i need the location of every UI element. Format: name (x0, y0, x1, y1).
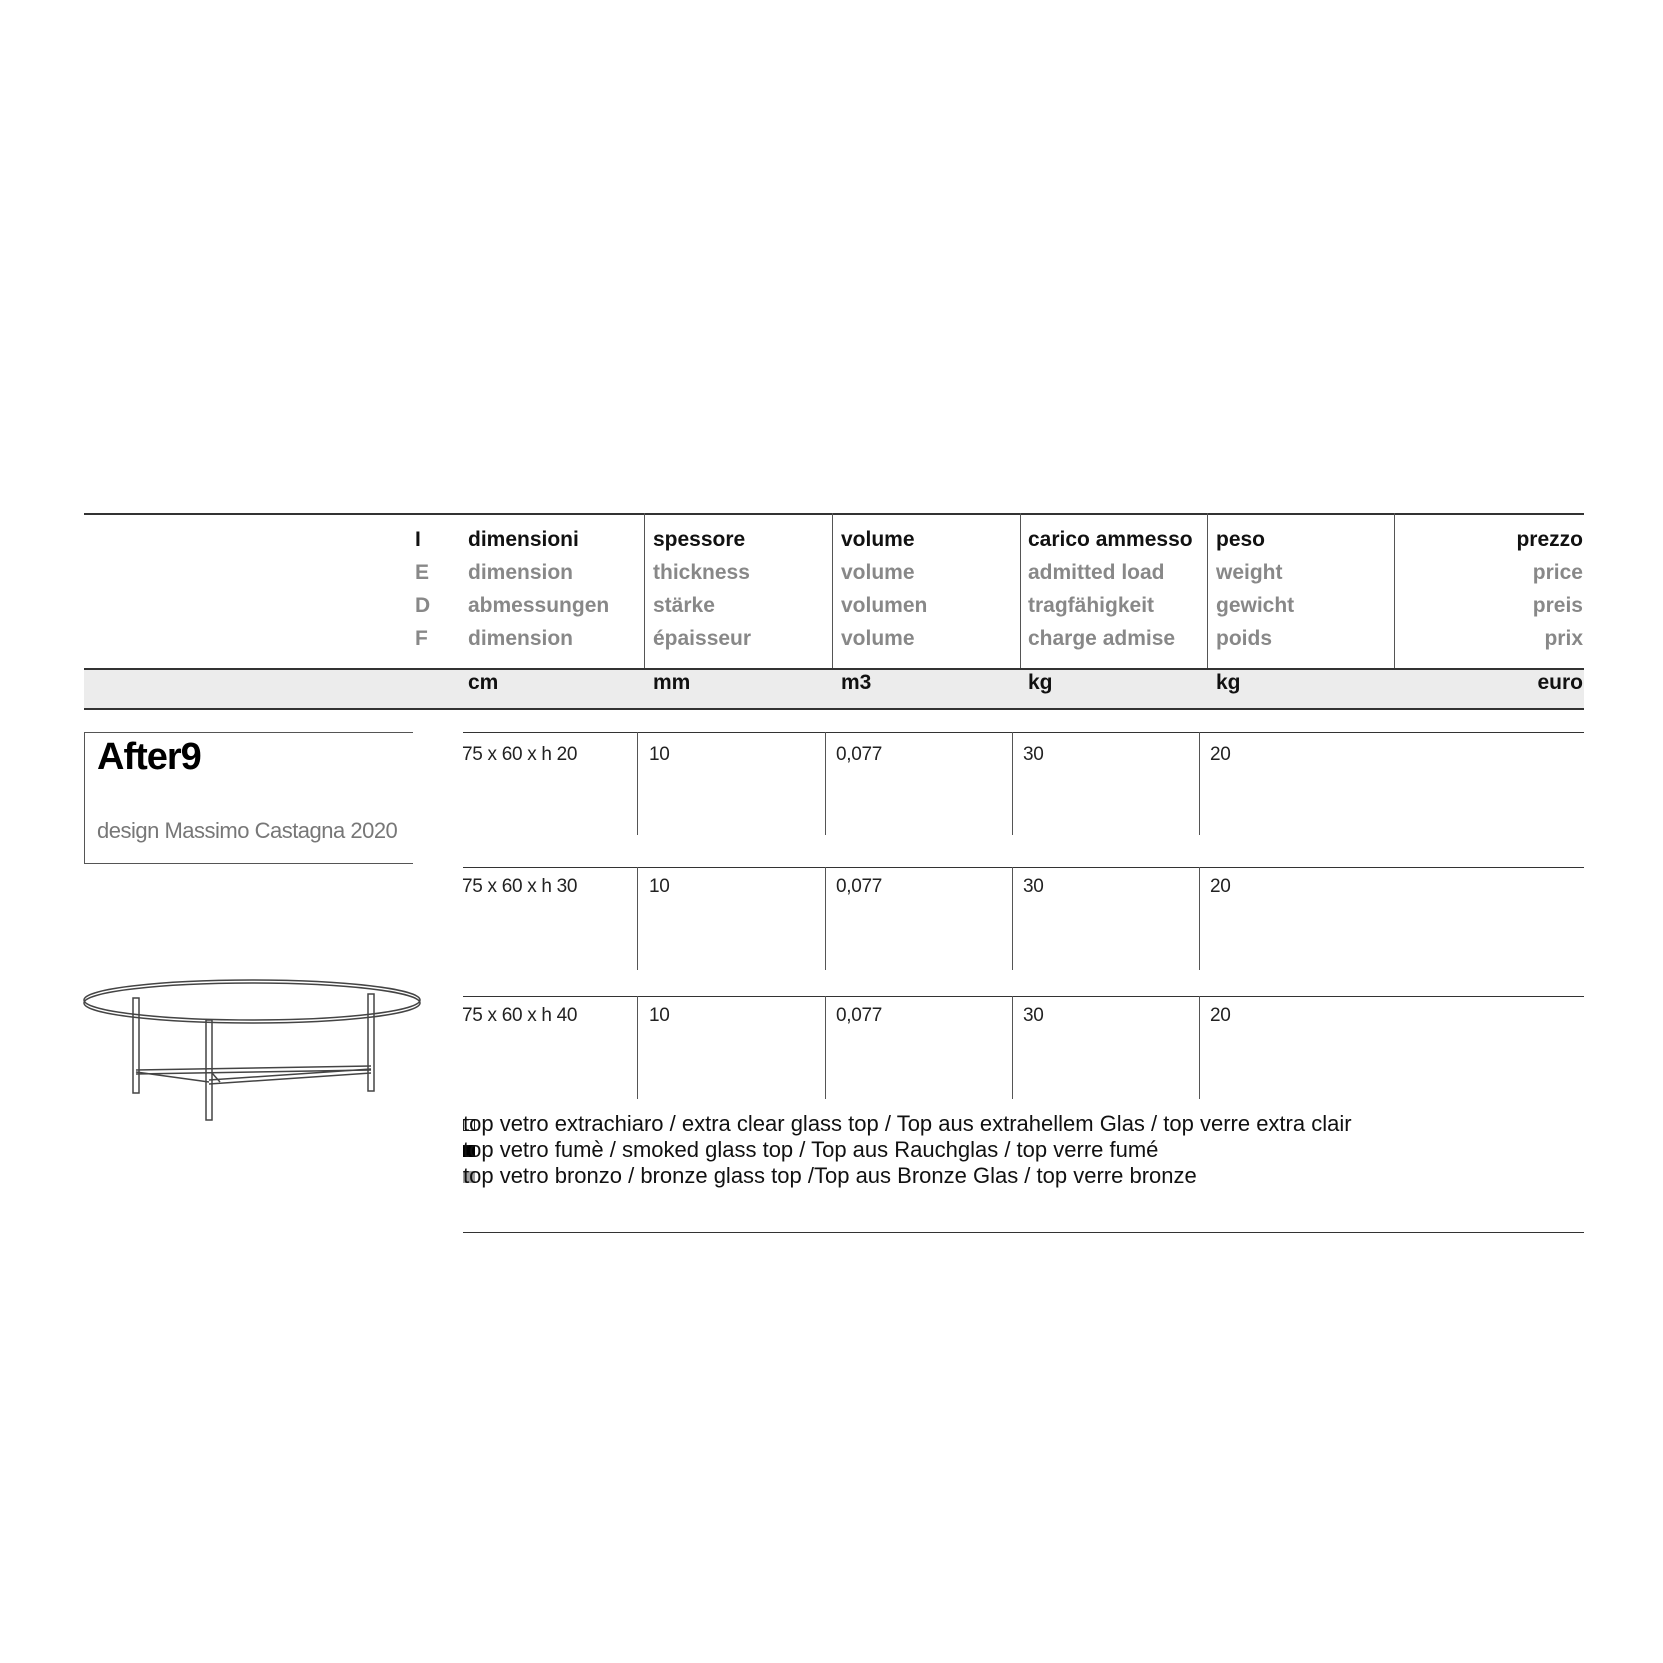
header-volume-fr: volume (841, 627, 915, 650)
header-separator (832, 513, 833, 668)
cell-dimensions: 75 x 60 x h 40 (462, 1005, 578, 1026)
header-top-rule (84, 513, 1584, 515)
legend-smoked-glass: top vetro fumè / smoked glass top / Top aus Rauchglas / top verre fumé (463, 1137, 1159, 1162)
product-designer: design Massimo Castagna 2020 (97, 818, 398, 843)
legend-clear-glass: top vetro extrachiaro / extra clear glass top / Top aus extrahellem Glas / top verre extra clair (463, 1111, 1352, 1136)
row-separator (1199, 732, 1200, 835)
header-volume-it: volume (841, 528, 915, 551)
language-code-de: D (415, 594, 431, 617)
header-weight-en: weight (1216, 561, 1283, 584)
header-weight-de: gewicht (1216, 594, 1295, 617)
header-dimensions-it: dimensioni (468, 528, 579, 551)
header-thickness-de: stärke (653, 594, 715, 617)
unit-band (84, 668, 1584, 710)
header-separator (644, 513, 645, 668)
header-price-it: prezzo (1516, 528, 1583, 551)
unit-weight: kg (1216, 671, 1241, 694)
row-rule (463, 996, 1584, 997)
header-separator (1020, 513, 1021, 668)
header-load-de: tragfähigkeit (1028, 594, 1155, 617)
row-separator (1012, 867, 1013, 970)
row-separator (1012, 996, 1013, 1099)
cell-load: 30 (1023, 1005, 1044, 1026)
header-weight-it: peso (1216, 528, 1266, 551)
header-dimensions-en: dimension (468, 561, 574, 584)
row-separator (825, 996, 826, 1099)
header-load-en: admitted load (1028, 561, 1165, 584)
cell-dimensions: 75 x 60 x h 30 (462, 876, 578, 897)
header-separator (1394, 513, 1395, 668)
cell-volume: 0,077 (836, 744, 883, 765)
unit-volume: m3 (841, 671, 872, 694)
row-rule (463, 867, 1584, 868)
header-load-it: carico ammesso (1028, 528, 1193, 551)
language-code-en: E (415, 561, 430, 584)
header-dimensions-fr: dimension (468, 627, 574, 650)
row-separator (1199, 867, 1200, 970)
language-code-fr: F (415, 627, 428, 650)
table-bottom-rule (463, 1232, 1584, 1233)
unit-thickness: mm (653, 671, 691, 694)
cell-thickness: 10 (649, 1005, 670, 1026)
cell-weight: 20 (1210, 744, 1231, 765)
cell-dimensions: 75 x 60 x h 20 (462, 744, 578, 765)
header-thickness-en: thickness (653, 561, 750, 584)
row-separator (1012, 732, 1013, 835)
header-price-de: preis (1532, 594, 1583, 617)
cell-weight: 20 (1210, 876, 1231, 897)
cell-volume: 0,077 (836, 1005, 883, 1026)
product-drawing (80, 970, 430, 1165)
cell-load: 30 (1023, 744, 1044, 765)
header-volume-de: volumen (841, 594, 928, 617)
row-separator (637, 996, 638, 1099)
row-separator (1199, 996, 1200, 1099)
row-separator (825, 732, 826, 835)
header-price-en: price (1532, 561, 1583, 584)
unit-load: kg (1028, 671, 1053, 694)
header-load-fr: charge admise (1028, 627, 1176, 650)
row-separator (825, 867, 826, 970)
legend-bronze-glass: top vetro bronzo / bronze glass top /Top aus Bronze Glas / top verre bronze (463, 1163, 1197, 1188)
row-separator (637, 732, 638, 835)
cell-thickness: 10 (649, 744, 670, 765)
language-code-it: I (415, 528, 421, 551)
header-dimensions-de: abmessungen (468, 594, 610, 617)
header-weight-fr: poids (1216, 627, 1272, 650)
unit-dimensions: cm (468, 671, 499, 694)
row-separator (637, 867, 638, 970)
cell-weight: 20 (1210, 1005, 1231, 1026)
unit-price: euro (1537, 671, 1583, 694)
cell-load: 30 (1023, 876, 1044, 897)
product-name: After9 (97, 736, 201, 778)
row-rule (463, 732, 1584, 733)
header-volume-en: volume (841, 561, 915, 584)
cell-volume: 0,077 (836, 876, 883, 897)
header-separator (1207, 513, 1208, 668)
header-thickness-it: spessore (653, 528, 746, 551)
cell-thickness: 10 (649, 876, 670, 897)
header-thickness-fr: épaisseur (653, 627, 752, 650)
header-price-fr: prix (1544, 627, 1583, 650)
